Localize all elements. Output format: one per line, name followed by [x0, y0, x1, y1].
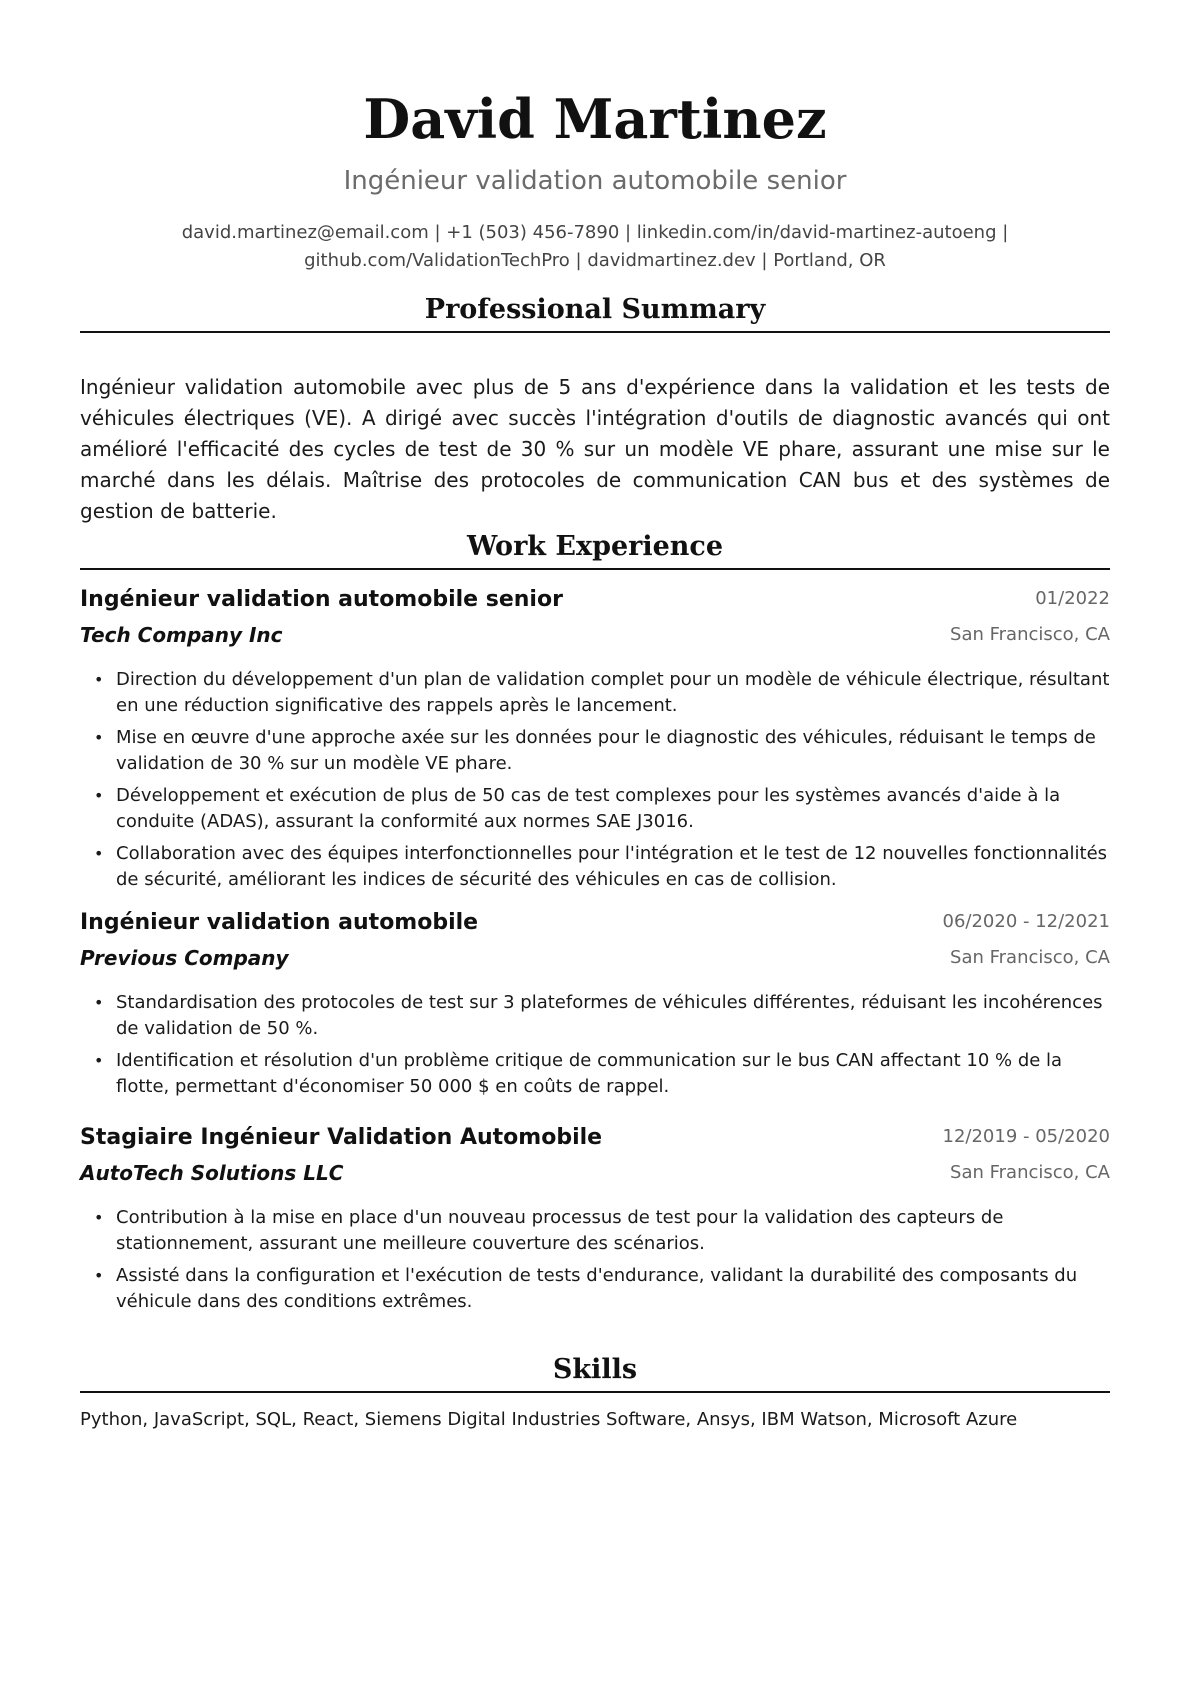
job-bullets [80, 667, 1110, 899]
job-bullet-text: Mise en œuvre d'une approche axée sur les données pour le diagnostic des véhicules, réduisant le temps de validation de 30 % sur un modèle VE phare. [116, 727, 1096, 774]
skills-heading: Skills [552, 1354, 638, 1385]
job-bullets [80, 1205, 1110, 1321]
bullet-icon: • [94, 1208, 104, 1227]
summary-divider [80, 331, 1110, 333]
job-company: Tech Company Inc [80, 623, 283, 647]
skills-text: Python, JavaScript, SQL, React, Siemens Digital Industries Software, Ansys, IBM Watson, Microsoft Azure [80, 1409, 1018, 1430]
job-bullet [80, 783, 1110, 835]
summary-text: Ingénieur validation automobile avec plus de 5 ans d'expérience dans la validation et les tests de véhicules électriques (VE). A dirigé avec succès l'intégration d'outils de diagnostic avancés qui ont amélioré l'efficacité des cycles de test de 30 % sur un modèle VE phare, assurant une mise sur le marché dans les délais. Maîtrise des protocoles de communication CAN bus et des systèmes de gestion de batterie. [80, 375, 1110, 523]
job-title: Ingénieur validation automobile senior [80, 587, 563, 612]
job-bullet [80, 1205, 1110, 1257]
job-location: San Francisco, CA [950, 1162, 1110, 1183]
summary-heading: Professional Summary [424, 294, 766, 325]
bullet-icon: • [94, 728, 104, 747]
experience-heading: Work Experience [466, 531, 724, 562]
job-bullet-text: Identification et résolution d'un problème critique de communication sur le bus CAN affectant 10 % de la flotte, permettant d'économiser 50 000 $ en coûts de rappel. [116, 1050, 1063, 1097]
job-bullet-text: Standardisation des protocoles de test sur 3 plateformes de véhicules différentes, réduisant les incohérences de validation de 50 %. [116, 992, 1103, 1039]
bullet-icon: • [94, 1266, 104, 1285]
candidate-name: David Martinez [363, 87, 827, 151]
job-bullet-text: Direction du développement d'un plan de validation complet pour un modèle de véhicule électrique, résultant en une réduction significative des rappels après le lancement. [116, 669, 1110, 716]
bullet-icon: • [94, 844, 104, 863]
skills-divider [80, 1391, 1110, 1393]
experience-divider [80, 568, 1110, 570]
job-date: 12/2019 - 05/2020 [942, 1126, 1110, 1147]
contact-line-2: github.com/ValidationTechPro | davidmartinez.dev | Portland, OR [304, 250, 886, 271]
contact-line-1: david.martinez@email.com | +1 (503) 456-7890 | linkedin.com/in/david-martinez-autoeng | [181, 222, 1009, 243]
job-bullet-text: Développement et exécution de plus de 50 cas de test complexes pour les systèmes avancés d'aide à la conduite (ADAS), assurant la conformité aux normes SAE J3016. [116, 785, 1061, 832]
bullet-icon: • [94, 993, 104, 1012]
job-bullet-text: Collaboration avec des équipes interfonctionnelles pour l'intégration et le test de 12 nouvelles fonctionnalités de sécurité, améliorant les indices de sécurité des véhicules en cas de collision. [116, 843, 1108, 890]
candidate-headline: Ingénieur validation automobile senior [343, 166, 847, 196]
job-company: Previous Company [80, 946, 289, 970]
bullet-icon: • [94, 1051, 104, 1070]
job-date: 01/2022 [1035, 588, 1110, 609]
job-bullet-text: Contribution à la mise en place d'un nouveau processus de test pour la validation des capteurs de stationnement, assurant une meilleure couverture des scénarios. [116, 1207, 1004, 1254]
job-bullet [80, 1263, 1110, 1315]
job-location: San Francisco, CA [950, 624, 1110, 645]
job-bullet [80, 841, 1110, 893]
bullet-icon: • [94, 786, 104, 805]
job-bullets [80, 990, 1110, 1106]
job-bullet [80, 1048, 1110, 1100]
bullet-icon: • [94, 670, 104, 689]
job-bullet [80, 667, 1110, 719]
contact-info [120, 219, 1070, 275]
job-title: Stagiaire Ingénieur Validation Automobile [80, 1125, 603, 1150]
job-company: AutoTech Solutions LLC [80, 1161, 344, 1185]
job-bullet [80, 990, 1110, 1042]
job-bullet-text: Assisté dans la configuration et l'exécution de tests d'endurance, validant la durabilité des composants du véhicule dans des conditions extrêmes. [116, 1265, 1078, 1312]
job-date: 06/2020 - 12/2021 [942, 911, 1110, 932]
job-location: San Francisco, CA [950, 947, 1110, 968]
job-bullet [80, 725, 1110, 777]
job-title: Ingénieur validation automobile [80, 910, 479, 935]
